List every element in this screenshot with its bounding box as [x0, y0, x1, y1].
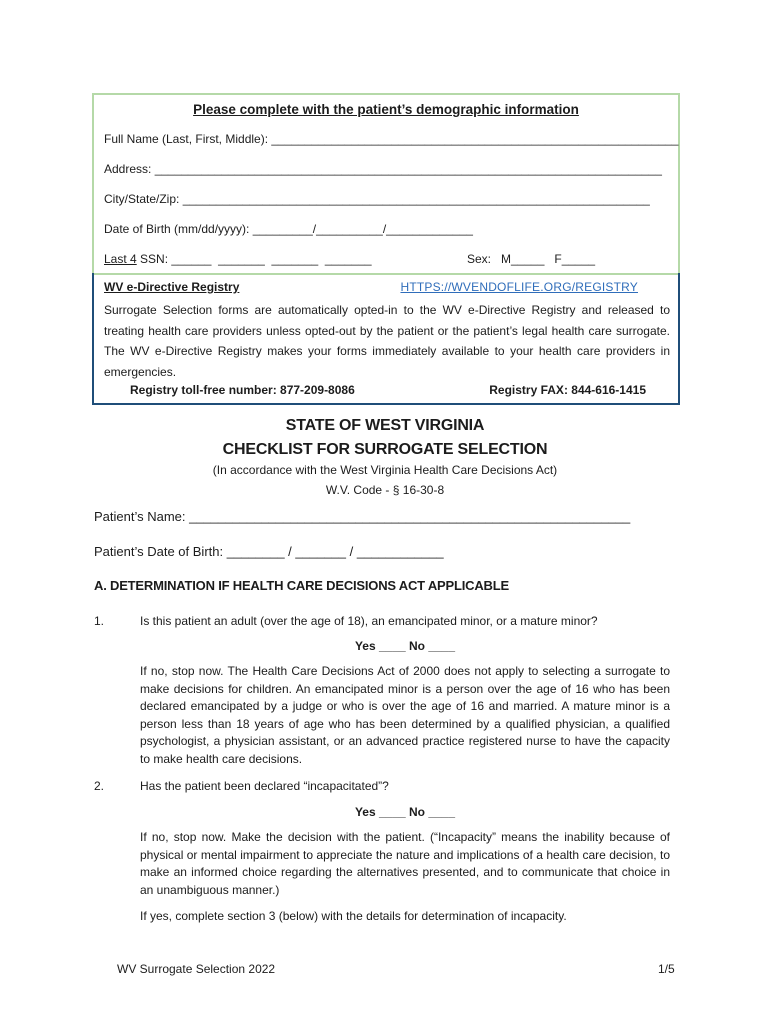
registry-title: WV e-Directive Registry	[104, 280, 240, 294]
question-2-text: Has the patient been declared “incapacitated”?	[140, 779, 389, 793]
footer-title: WV Surrogate Selection 2022	[117, 962, 276, 976]
sex-field[interactable]: Sex: M_____ F_____	[467, 252, 596, 266]
patient-name-field[interactable]: Patient’s Name: _____________________________________________________________	[94, 509, 631, 524]
registry-description: Surrogate Selection forms are automatically opted-in to the WV e-Directive Registry and released to treating health care providers unless opted-out by the patient or the patient’s legal health care surrogate. The WV e-Directive Registry makes your forms immediately available to your health care providers in emergencies.	[104, 303, 670, 379]
registry-phone: Registry toll-free number: 877-209-8086	[130, 383, 355, 397]
ssn-label: Last 4	[104, 252, 137, 266]
address-field[interactable]: Address: ____________________________________________________________________________	[104, 162, 662, 176]
question-2-note: If no, stop now. Make the decision with the patient. (“Incapacity” means the inability because of physical or mental impairment to appreciate the nature and implications of a health care decision, to make an informed choice regarding the alternatives presented, and to communicate that choice in an unambiguous manner.)	[140, 830, 670, 897]
city-state-zip-field[interactable]: City/State/Zip: ______________________________________________________________________	[104, 192, 650, 206]
question-2-yes-instruction: If yes, complete section 3 (below) with the details for determination of incapacity.	[140, 909, 567, 923]
patient-dob-field[interactable]: Patient’s Date of Birth: ________ / _______ / ____________	[94, 544, 444, 559]
state-heading: STATE OF WEST VIRGINIA	[285, 417, 485, 434]
act-subtitle: (In accordance with the West Virginia Health Care Decisions Act)	[212, 463, 558, 477]
demographics-title: Please complete with the patient’s demographic information	[193, 102, 579, 117]
full-name-field[interactable]: Full Name (Last, First, Middle): _____________________________________________________________	[104, 132, 679, 146]
date-of-birth-field[interactable]: Date of Birth (mm/dd/yyyy): _________/__________/_____________	[104, 222, 473, 236]
ssn-blanks: SSN: ______ _______ _______ _______	[136, 252, 372, 266]
checklist-heading: CHECKLIST FOR SURROGATE SELECTION	[222, 441, 548, 458]
registry-link[interactable]: HTTPS://WVENDOFLIFE.ORG/REGISTRY	[400, 280, 638, 294]
question-1-yes-no[interactable]: Yes ____ No ____	[354, 639, 456, 653]
registry-contact	[130, 383, 646, 399]
question-2-yes-no[interactable]: Yes ____ No ____	[354, 805, 456, 819]
question-1-text: Is this patient an adult (over the age of 18), an emancipated minor, or a mature minor?	[140, 614, 598, 628]
question-1-number: 1.	[94, 614, 105, 628]
registry-box	[92, 273, 680, 405]
page-number: 1/5	[658, 962, 675, 976]
registry-fax: Registry FAX: 844-616-1415	[489, 383, 646, 397]
demographics-box	[92, 93, 680, 275]
registry-header	[104, 280, 668, 296]
code-reference: W.V. Code - § 16-30-8	[325, 483, 445, 497]
question-2-number: 2.	[94, 779, 105, 793]
section-a-title: A. DETERMINATION IF HEALTH CARE DECISIONS ACT APPLICABLE	[94, 578, 509, 593]
ssn-field[interactable]	[104, 252, 372, 266]
question-1-note: If no, stop now. The Health Care Decisions Act of 2000 does not apply to selecting a surrogate to make decisions for children. An emancipated minor is a person over the age of 16 who has been declared emancipated by a judge or who is over the age of 16 and married. A mature minor is a person less than 18 years of age who has been determined by a qualified physician, a qualified psychologist, a physician assistant, or an advanced practice registered nurse to have the capacity to make health care decisions.	[140, 664, 670, 766]
